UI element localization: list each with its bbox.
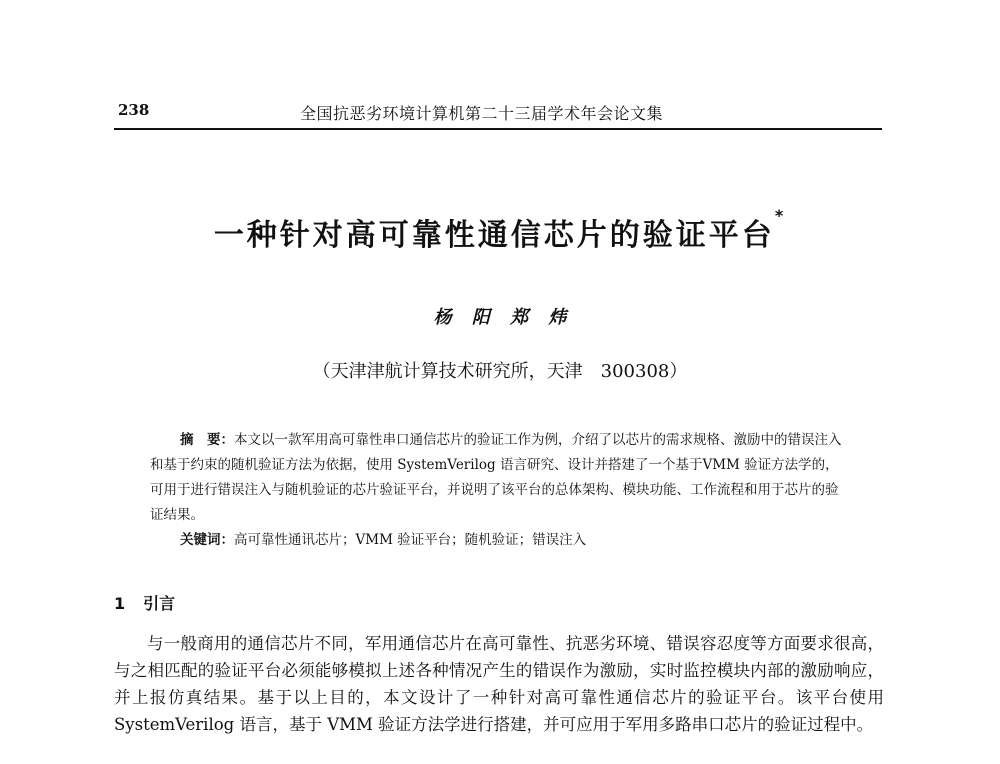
keywords-label: 关键词： xyxy=(180,532,234,548)
section-heading xyxy=(114,591,175,614)
keywords-text: 高可靠性通讯芯片；VMM 验证平台；随机验证；错误注入 xyxy=(234,532,587,548)
section-number: 1 xyxy=(114,594,126,613)
title-footnote-mark: * xyxy=(774,206,787,225)
affiliation: （天津津航计算技术研究所，天津 300308） xyxy=(312,361,688,382)
authors: 杨 阳 郑 炜 xyxy=(433,307,567,328)
abstract-text: 本文以一款军用高可靠性串口通信芯片的验证工作为例，介绍了以芯片的需求规格、激励中的错误注入和基于约束的随机验证方法为依据，使用 SystemVerilog 语言研究、设计并搭建了一个基于VMM 验证方法学的，可用于进行错误注入与随机验证的芯片验证平台，并说明了该平台的总体架构、模块功能、工作流程和用于芯片的验证结果。 xyxy=(150,432,842,523)
intro-paragraph: 与一般商用的通信芯片不同，军用通信芯片在高可靠性、抗恶劣环境、错误容忍度等方面要求很高，与之相匹配的验证平台必须能够模拟上述各种情况产生的错误作为激励，实时监控模块内部的激励响应，并上报仿真结果。基于以上目的，本文设计了一种针对高可靠性通信芯片的验证平台。该平台使用 SystemVerilog 语言，基于 VMM 验证方法学进行搭建，并可应用于军用多路串口芯片的验证过程中。 xyxy=(114,634,884,734)
page-number: 238 xyxy=(118,101,150,119)
paper-title xyxy=(0,206,1000,254)
paper-title-text: 一种针对高可靠性通信芯片的验证平台 xyxy=(213,218,775,253)
header-rule xyxy=(114,128,882,130)
abstract xyxy=(150,428,850,528)
abstract-label: 摘 要： xyxy=(180,432,234,448)
keywords xyxy=(180,528,586,548)
running-header: 全国抗恶劣环境计算机第二十三届学术年会论文集 xyxy=(300,104,664,123)
abstract-paragraph xyxy=(150,428,850,528)
section-title: 引言 xyxy=(143,594,176,613)
